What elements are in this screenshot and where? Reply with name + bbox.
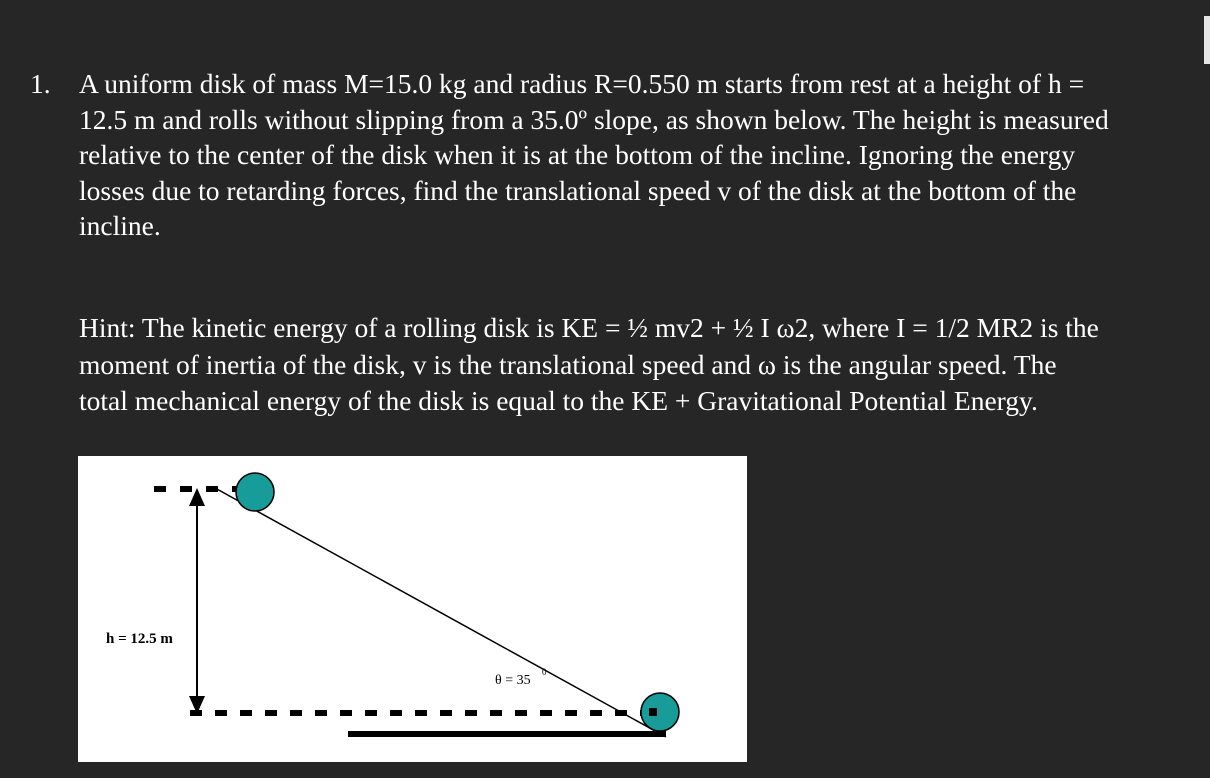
angle-degree-mark: 0	[542, 667, 547, 677]
problem-line: losses due to retarding forces, find the translational speed v of the disk at the bottom of the	[79, 174, 1077, 206]
disk-at-bottom	[641, 693, 679, 731]
hint-line: total mechanical energy of the disk is equal to the KE + Gravitational Potential Energy.	[79, 385, 1038, 416]
bottom-disk-center-mark	[649, 708, 657, 716]
incline-slope	[215, 488, 666, 737]
hint-line: Hint: The kinetic energy of a rolling disk is KE = ½ mv2 + ½ I ω2, where I = 1/2 MR2 is the	[79, 312, 1099, 343]
problem-line: 12.5 m and rolls without slipping from a 35.0º slope, as shown below. The height is measured	[79, 103, 1109, 135]
hint-paragraph	[79, 310, 1205, 420]
problem-line: incline.	[79, 210, 161, 241]
incline-diagram	[78, 456, 747, 762]
problem-statement	[79, 66, 1205, 244]
height-label: h = 12.5 m	[106, 631, 173, 647]
angle-label: θ = 35	[495, 673, 531, 688]
problem-line: A uniform disk of mass M=15.0 kg and radius R=0.550 m starts from rest at a height of h =	[79, 68, 1085, 99]
problem-line: relative to the center of the disk when it is at the bottom of the incline. Ignoring the energy	[79, 139, 1076, 170]
scroll-marker	[1204, 16, 1210, 64]
hint-line: moment of inertia of the disk, v is the translational speed and ω is the angular speed. The	[79, 348, 1057, 380]
disk-at-top	[236, 473, 274, 511]
incline-diagram-svg	[78, 456, 747, 762]
problem-number: 1.	[30, 68, 51, 99]
